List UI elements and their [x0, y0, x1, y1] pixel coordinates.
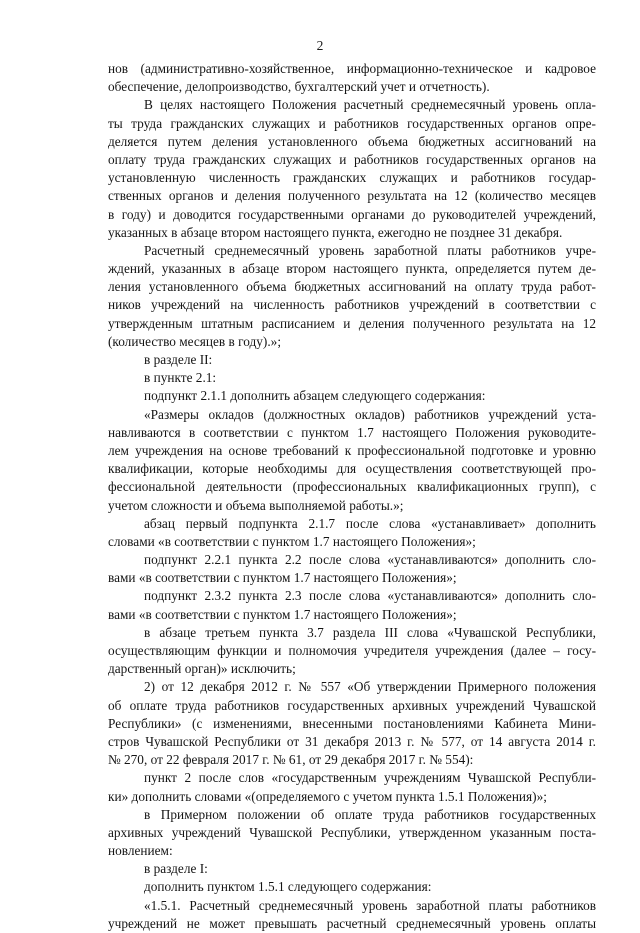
text-line: обеспечение, делопроизводство, бухгалтерский учет и отчетность).	[108, 79, 490, 95]
text-line: вами «в соответствии с пунктом 1.7 настоящего Положения»;	[108, 570, 457, 586]
text-line: учетом сложности и объема выполняемой работы.»;	[108, 497, 404, 513]
text-line: ственных органов и деления полученного результата на 12 (количество месяцев	[108, 188, 596, 204]
text-line: «1.5.1. Расчетный среднемесячный уровень заработной платы работников	[144, 897, 596, 913]
text-line: указанных в абзаце втором настоящего пункта, ежегодно не позднее 31 декабря.	[108, 224, 563, 240]
text-line: в Примерном положении об оплате труда работников государственных	[144, 806, 596, 822]
text-line: осуществляющим функции и полномочия учредителя учреждения (далее – госу-	[108, 643, 596, 658]
text-line: (количество месяцев в году).»;	[108, 333, 282, 349]
text-line: новлением:	[108, 843, 173, 859]
text-line: дарственный орган)» исключить;	[108, 661, 296, 677]
text-line: в году) и доводится государственными органами до руководителей учреждений,	[108, 206, 596, 222]
text-line: навливаются в соответствии с пунктом 1.7 настоящего Положения руководите-	[108, 424, 596, 440]
text-line: подпункт 2.1.1 дополнить абзацем следующего содержания:	[144, 388, 486, 404]
text-line: оплату труда гражданских служащих и работников государственных органов на	[108, 151, 596, 167]
text-line: «Размеры окладов (должностных окладов) работников учреждений уста-	[144, 406, 596, 422]
text-line: нов (административно-хозяйственное, информационно-техническое и кадровое	[108, 61, 596, 76]
text-line: дополнить пунктом 1.5.1 следующего содержания:	[144, 879, 432, 895]
text-line: подпункт 2.2.1 пункта 2.2 после слова «устанавливаются» дополнить сло-	[144, 552, 596, 568]
text-line: деляется путем деления установленного объема бюджетных ассигнований на	[108, 133, 596, 149]
text-line: в разделе I:	[144, 861, 208, 877]
text-line: вами «в соответствии с пунктом 1.7 настоящего Положения»;	[108, 606, 457, 622]
text-line: учреждений не может превышать расчетный среднемесячный уровень оплаты	[108, 915, 596, 931]
text-line: стров Чувашской Республики от 31 декабря 2013 г. № 577, от 14 августа 2014 г.	[108, 733, 596, 749]
text-line: Расчетный среднемесячный уровень заработной платы работников учре-	[144, 242, 596, 258]
text-line: ления установленного объема бюджетных ассигнований на оплату труда работ-	[108, 279, 596, 295]
text-line: лем учреждения на основе требований к профессиональной подготовке и уровню	[108, 442, 596, 458]
text-line: ников учреждений на численность работников учреждений в соответствии с	[108, 297, 596, 313]
text-line: пункт 2 после слов «государственным учреждениям Чувашской Республи-	[144, 770, 596, 786]
text-line: словами «в соответствии с пунктом 1.7 настоящего Положения»;	[108, 533, 476, 549]
document-body	[108, 60, 596, 933]
text-line: ты труда гражданских служащих и работников государственных органов опре-	[108, 115, 596, 131]
text-line: ждений, указанных в абзаце втором настоящего пункта, определяется путем де-	[108, 261, 596, 277]
text-line: архивных учреждений Чувашской Республики, утвержденном указанным поста-	[108, 824, 596, 840]
text-line: подпункт 2.3.2 пункта 2.3 после слова «устанавливаются» дополнить сло-	[144, 588, 596, 604]
text-line: фессиональной деятельности (профессиональных квалификационных групп), с	[108, 479, 596, 495]
text-line: в пункте 2.1:	[144, 370, 217, 386]
text-line: об оплате труда работников государственных архивных учреждений Чувашской	[108, 697, 596, 713]
text-line: абзац первый подпункта 2.1.7 после слова «устанавливает» дополнить	[144, 515, 596, 531]
text-line: в абзаце третьем пункта 3.7 раздела III слова «Чувашской Республики,	[144, 624, 596, 640]
page-number: 2	[316, 38, 324, 53]
text-line: В целях настоящего Положения расчетный среднемесячный уровень опла-	[144, 97, 596, 113]
text-line: установленную численность гражданских служащих и работников государ-	[108, 170, 596, 186]
text-line: 2) от 12 декабря 2012 г. № 557 «Об утверждении Примерного положения	[144, 679, 596, 695]
text-line: Республики» (с изменениями, внесенными постановлениями Кабинета Мини-	[108, 715, 596, 731]
text-line: ки» дополнить словами «(определяемого с учетом пункта 1.5.1 Положения)»;	[108, 788, 547, 804]
text-line: квалификации, которые необходимы для осуществления соответствующей про-	[108, 461, 596, 477]
text-line: № 270, от 22 февраля 2017 г. № 61, от 29 декабря 2017 г. № 554):	[108, 752, 474, 768]
text-line: в разделе II:	[144, 352, 213, 367]
text-line: утвержденным штатным расписанием и деления полученного результата на 12	[108, 315, 596, 331]
